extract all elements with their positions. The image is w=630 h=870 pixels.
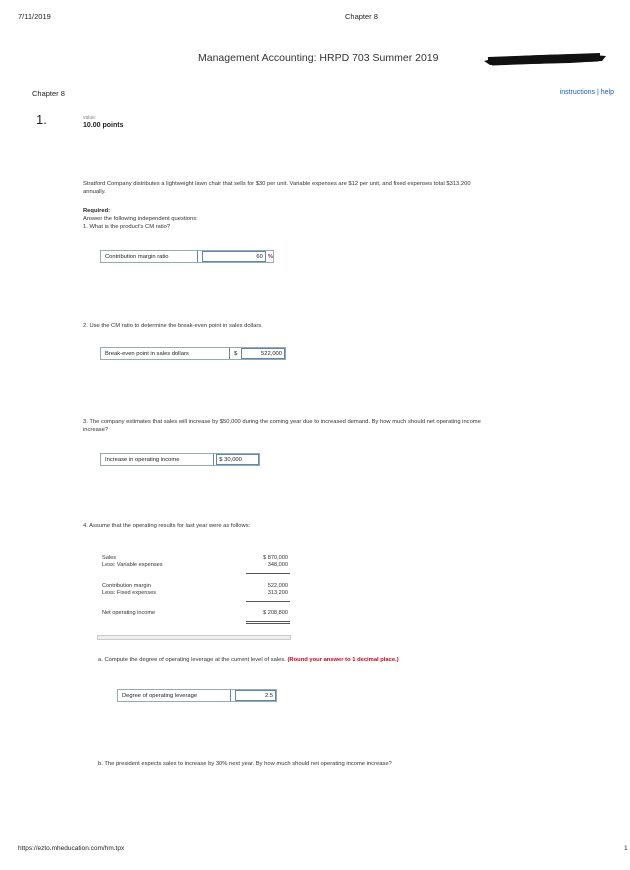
value-label: value:: [83, 115, 97, 121]
contribution-margin-label: Contribution margin: [102, 583, 151, 589]
question-number: 1.: [36, 112, 47, 127]
break-even-input[interactable]: 522,000: [241, 348, 285, 359]
subtotal-rule: [246, 601, 290, 602]
operating-income-row: [100, 453, 260, 466]
dol-label: Degree of operating leverage: [118, 690, 231, 701]
variable-expenses-label: Less: Variable expenses: [102, 562, 163, 568]
question-4a-text: [98, 657, 483, 665]
net-operating-income-label: Net operating income: [102, 610, 156, 616]
cm-ratio-row: [100, 250, 274, 263]
cm-ratio-label: Contribution margin ratio: [101, 251, 198, 262]
question-1-text: 1. What is the product's CM ratio?: [83, 224, 171, 230]
course-title: Management Accounting: HRPD 703 Summer 2019: [198, 52, 439, 64]
net-operating-income-value: $ 208,800: [263, 610, 288, 616]
question-3-text: 3. The company estimates that sales will increase by $50,000 during the coming year due to increased demand. By how much should net operating income increase?: [83, 419, 481, 433]
page-number: 1: [624, 845, 628, 852]
statement-divider: [97, 635, 291, 640]
operating-income-label: Increase in operating income: [101, 454, 214, 465]
fixed-expenses-value: 313,200: [267, 590, 288, 596]
required-heading: Required:: [83, 208, 111, 214]
subtotal-rule: [246, 573, 290, 574]
required-text: Answer the following independent questions:: [83, 216, 198, 222]
dol-input[interactable]: 2.5: [235, 690, 276, 701]
cm-ratio-input[interactable]: 60: [202, 251, 266, 262]
rounding-hint: (Round your answer to 1 decimal place.): [287, 657, 399, 663]
sales-label: Sales: [102, 555, 116, 561]
redacted-name: [480, 49, 610, 69]
question-2-text: 2. Use the CM ratio to determine the break-even point in sales dollars.: [83, 323, 263, 329]
question-4a-prompt: a. Compute the degree of operating leverage at the current level of sales.: [98, 657, 286, 663]
footer-url: https://ezto.mheducation.com/hm.tpx: [18, 845, 125, 852]
double-rule-bottom: [246, 623, 290, 624]
double-rule-top: [246, 621, 290, 622]
print-date: 7/11/2019: [18, 12, 51, 21]
problem-intro: Stratford Company distributes a lightweight lawn chair that sells for $30 per unit. Variable expenses are $12 per unit, and fixed expenses total $313,200 annually.: [83, 181, 471, 195]
operating-income-input[interactable]: $ 30,000: [216, 454, 259, 465]
dol-row: [117, 689, 277, 702]
instructions-help-link[interactable]: instructions | help: [559, 89, 614, 96]
question-4b-text: b. The president expects sales to increase by 30% next year. By how much should net operating income increase?: [98, 761, 392, 767]
print-header-chapter: Chapter 8: [345, 12, 378, 21]
fixed-expenses-label: Less: Fixed expenses: [102, 590, 157, 596]
break-even-row: [100, 347, 286, 360]
percent-unit: %: [267, 253, 273, 260]
variable-expenses-value: 348,000: [267, 562, 288, 568]
sales-value: $ 870,000: [263, 555, 288, 561]
break-even-label: Break-even point in sales dollars: [101, 348, 230, 359]
chapter-label: Chapter 8: [32, 89, 65, 98]
question-4-text: 4. Assume that the operating results for last year were as follows:: [83, 523, 251, 529]
contribution-margin-value: 522,000: [267, 583, 288, 589]
currency-symbol: $: [234, 350, 238, 357]
points-value: 10.00 points: [83, 122, 124, 129]
